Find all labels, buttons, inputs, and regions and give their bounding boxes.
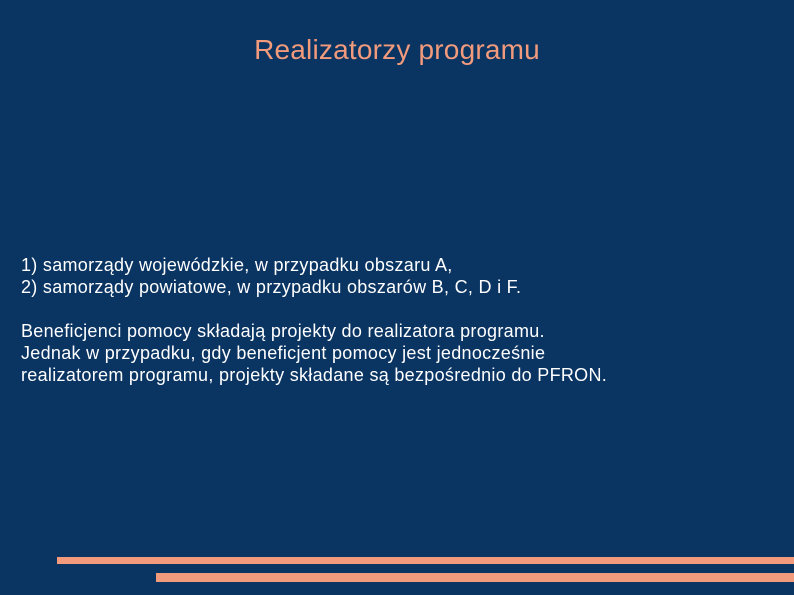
slide-body	[21, 254, 781, 386]
paragraph-line: Jednak w przypadku, gdy beneficjent pomocy jest jednocześnie	[21, 343, 546, 363]
paragraph-spacer	[21, 298, 781, 320]
list-item: 2) samorządy powiatowe, w przypadku obszarów B, C, D i F.	[21, 277, 522, 297]
paragraph-line: Beneficjenci pomocy składają projekty do realizatora programu.	[21, 321, 545, 341]
decorative-bar-bottom	[156, 573, 794, 582]
list-item: 1) samorządy wojewódzkie, w przypadku obszaru A,	[21, 255, 453, 275]
paragraph-line: realizatorem programu, projekty składane są bezpośrednio do PFRON.	[21, 365, 608, 385]
decorative-bar-top	[57, 557, 794, 564]
slide-title: Realizatorzy programu	[254, 34, 540, 65]
